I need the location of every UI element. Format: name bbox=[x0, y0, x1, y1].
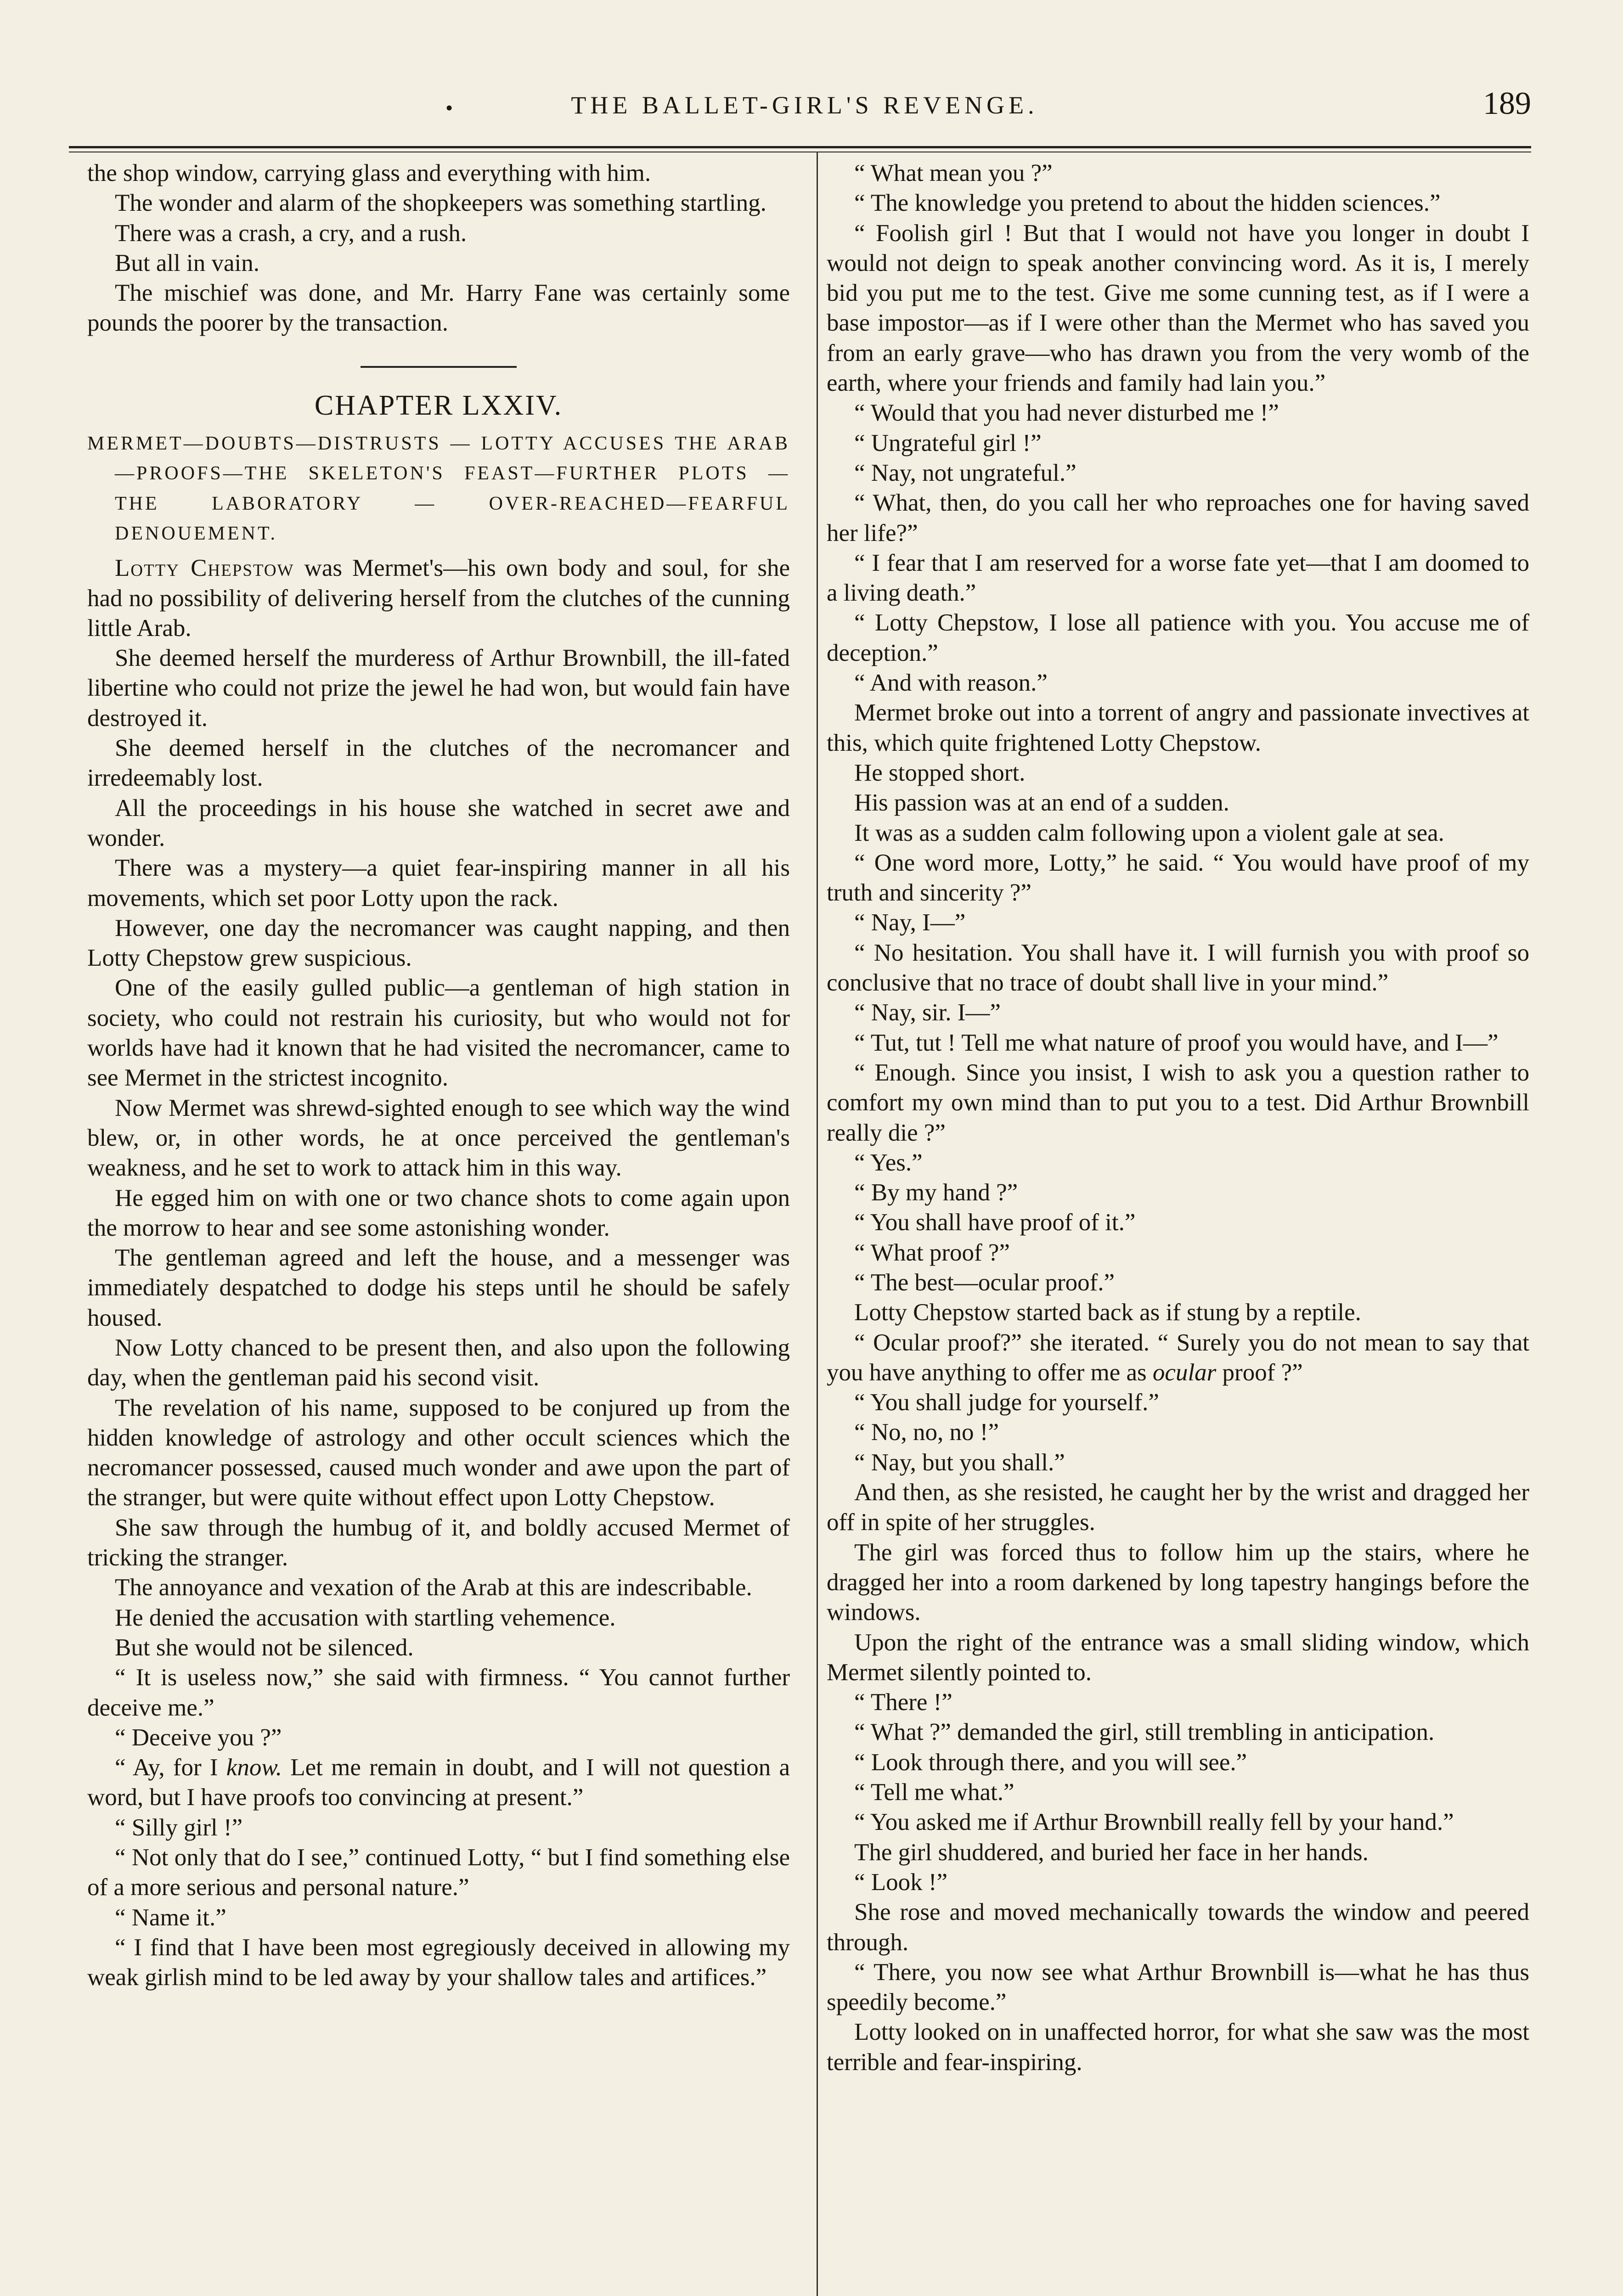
paragraph: “ One word more, Lotty,” he said. “ You would have proof of my truth and sincerity ?” bbox=[827, 849, 1529, 906]
paragraph: “ Look through there, and you will see.” bbox=[854, 1749, 1247, 1776]
paragraph: “ Deceive you ?” bbox=[115, 1724, 282, 1751]
paragraph: Mermet broke out into a torrent of angry and passionate invectives at this, which quite frightened Lotty Chepstow. bbox=[827, 699, 1529, 756]
paragraph: She deemed herself the murderess of Arthur Brownbill, the ill-fated libertine who could not prize the jewel he had won, but would fain have destroyed it. bbox=[87, 645, 790, 732]
paragraph: “ Tut, tut ! Tell me what nature of proof you would have, and I—” bbox=[854, 1029, 1499, 1056]
paragraph: The girl was forced thus to follow him up the stairs, where he dragged her into a room darkened by long tapestry hangings before the windows. bbox=[827, 1539, 1529, 1626]
paragraph: “ Yes.” bbox=[854, 1149, 923, 1176]
paragraph: Now Lotty chanced to be present then, and also upon the following day, when the gentleman paid his second visit. bbox=[87, 1334, 790, 1391]
paragraph: “ Tell me what.” bbox=[854, 1779, 1014, 1806]
paragraph: The gentleman agreed and left the house, and a messenger was immediately despatched to dodge his steps until he should be safely housed. bbox=[87, 1244, 790, 1331]
paragraph: However, one day the necromancer was caught napping, and then Lotty Chepstow grew suspicious. bbox=[87, 914, 790, 972]
paragraph: Upon the right of the entrance was a small sliding window, which Mermet silently pointed to. bbox=[827, 1629, 1529, 1686]
paragraph: One of the easily gulled public—a gentleman of high station in society, who could not restrain his curiosity, but who would not for worlds have had it known that he had visited the necromancer, came to see Mermet in the strictest incognito. bbox=[87, 974, 790, 1092]
paragraph: “ There, you now see what Arthur Brownbill is—what he has thus speedily become.” bbox=[827, 1958, 1529, 2016]
paragraph: He egged him on with one or two chance shots to come again upon the morrow to hear and see some astonishing wonder. bbox=[87, 1184, 790, 1241]
section-divider bbox=[361, 366, 517, 368]
character-name: Lotty Chepstow bbox=[115, 555, 294, 582]
left-column bbox=[87, 158, 790, 1993]
paragraph: “ It is useless now,” she said with firmness. “ You cannot further deceive me.” bbox=[87, 1664, 790, 1721]
paragraph-text: proof ?” bbox=[1216, 1359, 1303, 1386]
paragraph-text: “ Ocular proof?” she iterated. “ Surely you do not mean to say that you have anything to offer me as bbox=[827, 1329, 1529, 1386]
paragraph-text: “ Ay, for I bbox=[115, 1754, 226, 1781]
paragraph: He stopped short. bbox=[854, 759, 1026, 786]
paragraph: “ You shall judge for yourself.” bbox=[854, 1389, 1159, 1416]
paragraph: It was as a sudden calm following upon a violent gale at sea. bbox=[854, 819, 1444, 846]
paragraph: There was a mystery—a quiet fear-inspiring manner in all his movements, which set poor Lotty upon the rack. bbox=[87, 855, 790, 912]
paragraph: “ Would that you had never disturbed me !” bbox=[854, 400, 1279, 427]
paragraph: The revelation of his name, supposed to be conjured up from the hidden knowledge of astrology and other occult sciences which the necromancer possessed, caused much wonder and awe upon the part of the stranger, but were quite without effect upon Lotty Chepstow. bbox=[87, 1394, 790, 1511]
paragraph: the shop window, carrying glass and everything with him. bbox=[87, 160, 651, 186]
paragraph bbox=[87, 1753, 790, 1813]
paragraph: But all in vain. bbox=[115, 249, 260, 276]
paragraph: The wonder and alarm of the shopkeepers was something startling. bbox=[115, 190, 766, 217]
emphasis: know. bbox=[226, 1754, 282, 1781]
paragraph: “ Look !” bbox=[854, 1868, 948, 1896]
paragraph: “ Enough. Since you insist, I wish to ask you a question rather to comfort my own mind than to put you to a test. Did Arthur Brownbill really die ?” bbox=[827, 1059, 1529, 1146]
paragraph: “ And with reason.” bbox=[854, 670, 1048, 697]
paragraph: “ There !” bbox=[854, 1689, 952, 1716]
paragraph: “ The knowledge you pretend to about the hidden sciences.” bbox=[854, 190, 1441, 217]
paragraph: His passion was at an end of a sudden. bbox=[854, 789, 1229, 816]
chapter-title: CHAPTER LXXIV. bbox=[314, 389, 563, 421]
paragraph: “ Nay, I—” bbox=[854, 909, 966, 936]
paragraph: “ You asked me if Arthur Brownbill really fell by your hand.” bbox=[854, 1809, 1454, 1836]
paragraph: “ Nay, sir. I—” bbox=[854, 999, 1001, 1026]
page-number: 189 bbox=[1483, 86, 1531, 121]
paragraph: He denied the accusation with startling vehemence. bbox=[115, 1604, 616, 1631]
paragraph: “ Silly girl !” bbox=[115, 1814, 243, 1841]
paragraph: “ Ungrateful girl !” bbox=[854, 429, 1042, 456]
paragraph: “ The best—ocular proof.” bbox=[854, 1269, 1115, 1296]
paragraph: But she would not be silenced. bbox=[115, 1634, 414, 1661]
paragraph: “ No, no, no !” bbox=[854, 1419, 999, 1446]
emphasis: ocular bbox=[1152, 1359, 1217, 1386]
paragraph: Lotty looked on in unaffected horror, for what she saw was the most terrible and fear-inspiring. bbox=[827, 2019, 1529, 2076]
running-title: THE BALLET-GIRL'S REVENGE. bbox=[571, 91, 1038, 119]
paragraph: “ Foolish girl ! But that I would not have you longer in doubt I would not deign to speak another convincing word. As it is, I merely bid you put me to the test. Give me some cunning test, as if I were a base impostor—as if I were other than the Mermet who has saved you from an early grave—who has drawn you from the very womb of the earth, where your friends and family had lain you.” bbox=[827, 219, 1529, 397]
paragraph: “ Nay, but you shall.” bbox=[854, 1449, 1065, 1476]
header-ornament: • bbox=[445, 96, 453, 119]
header-rule bbox=[69, 146, 1531, 148]
paragraph: “ By my hand ?” bbox=[854, 1179, 1018, 1206]
paragraph: “ No hesitation. You shall have it. I will furnish you with proof so conclusive that no trace of doubt shall live in your mind.” bbox=[827, 939, 1529, 996]
paragraph: “ Not only that do I see,” continued Lotty, “ but I find something else of a more serious and personal nature.” bbox=[87, 1844, 790, 1901]
right-column bbox=[827, 158, 1529, 2077]
paragraph: “ What mean you ?” bbox=[854, 160, 1053, 186]
paragraph: And then, as she resisted, he caught her by the wrist and dragged her off in spite of her struggles. bbox=[827, 1479, 1529, 1536]
paragraph bbox=[827, 1328, 1529, 1388]
paragraph: The annoyance and vexation of the Arab at this are indescribable. bbox=[115, 1574, 752, 1601]
paragraph: Lotty Chepstow started back as if stung by a reptile. bbox=[854, 1299, 1361, 1326]
paragraph: “ I find that I have been most egregiously deceived in allowing my weak girlish mind to be led away by your shallow tales and artifices.” bbox=[87, 1934, 790, 1991]
paragraph: The girl shuddered, and buried her face in her hands. bbox=[854, 1839, 1369, 1866]
page-header bbox=[78, 83, 1531, 133]
paragraph-text: Let me remain in doubt, and I will not question a word, but I have proofs too convincing at present.” bbox=[87, 1754, 790, 1811]
paragraph: “ What, then, do you call her who reproaches one for having saved her life?” bbox=[827, 490, 1529, 546]
paragraph: She deemed herself in the clutches of the necromancer and irredeemably lost. bbox=[87, 735, 790, 792]
paragraph: “ Name it.” bbox=[115, 1904, 226, 1931]
paragraph: “ What proof ?” bbox=[854, 1239, 1010, 1266]
paragraph-text: was Mermet's—his own body and soul, for she had no possibility of delivering herself from the clutches of the cunning little Arab. bbox=[87, 555, 790, 642]
paragraph: “ Nay, not ungrateful.” bbox=[854, 459, 1076, 486]
paragraph: “ Lotty Chepstow, I lose all patience with you. You accuse me of deception.” bbox=[827, 609, 1529, 666]
chapter-summary: MERMET—DOUBTS—DISTRUSTS — LOTTY ACCUSES THE ARAB—PROOFS—THE SKELETON'S FEAST—FURTHER PLOTS — THE LABORATORY — OVER-REACHED—FEARFUL DENOUEMENT. bbox=[87, 433, 790, 544]
paragraph: “ I fear that I am reserved for a worse fate yet—that I am doomed to a living death.” bbox=[827, 549, 1529, 607]
paragraph bbox=[87, 553, 790, 643]
paragraph: The mischief was done, and Mr. Harry Fane was certainly some pounds the poorer by the transaction. bbox=[87, 280, 790, 337]
paragraph: There was a crash, a cry, and a rush. bbox=[115, 219, 467, 247]
paragraph: “ You shall have proof of it.” bbox=[854, 1209, 1136, 1236]
paragraph: Now Mermet was shrewd-sighted enough to see which way the wind blew, or, in other words, he at once perceived the gentleman's weakness, and he set to work to attack him in this way. bbox=[87, 1094, 790, 1182]
paragraph: All the proceedings in his house she watched in secret awe and wonder. bbox=[87, 794, 790, 851]
column-divider bbox=[817, 152, 818, 2296]
paragraph: She rose and moved mechanically towards the window and peered through. bbox=[827, 1899, 1529, 1956]
paragraph: She saw through the humbug of it, and boldly accused Mermet of tricking the stranger. bbox=[87, 1514, 790, 1571]
paragraph: “ What ?” demanded the girl, still trembling in anticipation. bbox=[854, 1719, 1435, 1746]
